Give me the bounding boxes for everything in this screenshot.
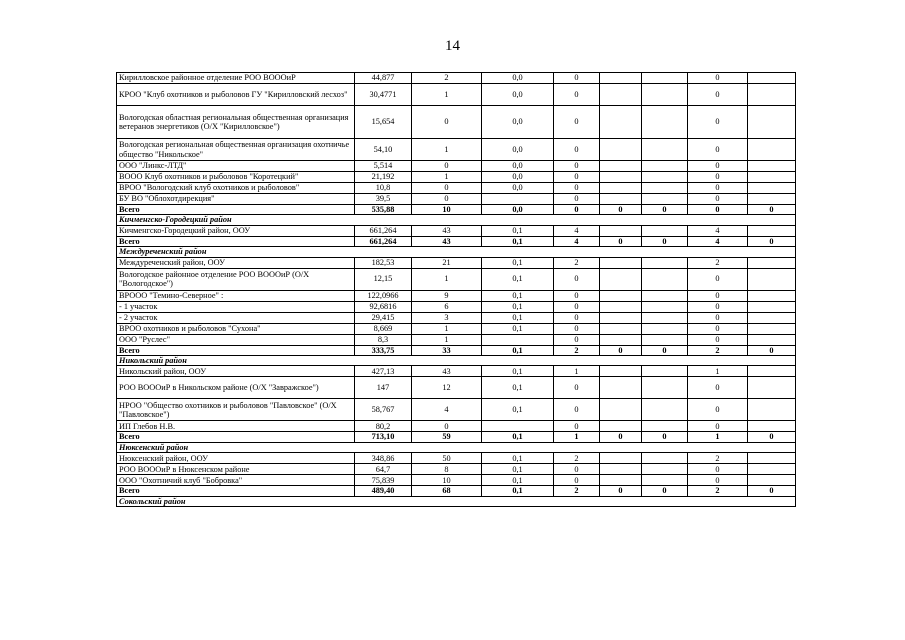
table-cell: 0 xyxy=(688,290,748,301)
table-cell: 0 xyxy=(412,161,482,172)
table-cell: 0 xyxy=(688,334,748,345)
table-cell xyxy=(600,268,642,290)
table-cell: 0 xyxy=(642,236,688,246)
table-cell xyxy=(642,84,688,106)
table-cell: 2 xyxy=(412,73,482,84)
table-cell: 50 xyxy=(412,453,482,464)
table-cell xyxy=(600,225,642,236)
table-cell xyxy=(642,139,688,161)
table-cell: 4 xyxy=(412,399,482,421)
table-cell: 1 xyxy=(688,432,748,442)
table-cell xyxy=(482,334,554,345)
table-cell: 0 xyxy=(554,106,600,139)
table-row xyxy=(117,399,796,421)
table-row xyxy=(117,464,796,475)
table-cell: 1 xyxy=(412,84,482,106)
table-cell xyxy=(642,366,688,377)
row-label: Кирилловское районное отделение РОО ВОООиР xyxy=(117,73,355,84)
table-cell: 0 xyxy=(554,84,600,106)
table-cell xyxy=(642,312,688,323)
table-cell: 5,514 xyxy=(355,161,412,172)
table-cell: 54,10 xyxy=(355,139,412,161)
row-label: ООО "Охотничий клуб "Бобровка" xyxy=(117,475,355,486)
table-cell xyxy=(748,172,796,183)
table-cell: 0 xyxy=(554,301,600,312)
table-cell xyxy=(748,475,796,486)
table-cell: 0,1 xyxy=(482,486,554,496)
table-cell: 0,0 xyxy=(482,139,554,161)
table-cell: 0 xyxy=(554,183,600,194)
table-cell: 0 xyxy=(688,268,748,290)
table-cell: 0 xyxy=(554,312,600,323)
table-cell xyxy=(642,334,688,345)
table-cell: 43 xyxy=(412,366,482,377)
table-cell xyxy=(748,139,796,161)
table-cell xyxy=(642,453,688,464)
table-cell: 0,1 xyxy=(482,301,554,312)
table-cell: 0,0 xyxy=(482,73,554,84)
table-cell: 0 xyxy=(688,205,748,215)
table-cell: 1 xyxy=(412,334,482,345)
table-cell: 4 xyxy=(688,225,748,236)
table-cell: 0 xyxy=(688,73,748,84)
table-cell xyxy=(600,475,642,486)
table-cell xyxy=(748,257,796,268)
table-cell: 122,0966 xyxy=(355,290,412,301)
section-title: Кичменгско-Городецкий район xyxy=(117,215,796,225)
table-cell: 0,0 xyxy=(482,172,554,183)
table-cell: 2 xyxy=(688,486,748,496)
table-cell xyxy=(600,453,642,464)
table-cell: 44,877 xyxy=(355,73,412,84)
table-cell xyxy=(600,139,642,161)
table-cell: 661,264 xyxy=(355,225,412,236)
table-cell xyxy=(600,172,642,183)
table-cell xyxy=(748,399,796,421)
table-cell: 0 xyxy=(554,172,600,183)
section-title: Никольский район xyxy=(117,356,796,366)
table-cell: 0 xyxy=(412,194,482,205)
table-cell: 8,669 xyxy=(355,323,412,334)
table-cell xyxy=(748,268,796,290)
table-cell: 0,1 xyxy=(482,475,554,486)
table-cell xyxy=(642,161,688,172)
row-label: ВООО Клуб охотников и рыболовов "Коротецкий" xyxy=(117,172,355,183)
data-table xyxy=(116,72,796,507)
table-cell xyxy=(748,464,796,475)
table-cell: 489,40 xyxy=(355,486,412,496)
table-cell: 0,1 xyxy=(482,323,554,334)
table-cell: 1 xyxy=(554,366,600,377)
table-cell: 0 xyxy=(748,236,796,246)
table-cell: 0 xyxy=(688,139,748,161)
table-cell: 10 xyxy=(412,205,482,215)
table-cell: 0 xyxy=(688,161,748,172)
table-cell xyxy=(642,106,688,139)
table-cell: 92,6816 xyxy=(355,301,412,312)
table-cell xyxy=(600,183,642,194)
table-row xyxy=(117,73,796,84)
row-label: РОО ВОООиР в Нюксенском районе xyxy=(117,464,355,475)
table-row xyxy=(117,366,796,377)
page-number: 14 xyxy=(445,38,460,54)
table-cell: 535,88 xyxy=(355,205,412,215)
table-cell: 0 xyxy=(600,432,642,442)
table-row xyxy=(117,377,796,399)
section-header-row xyxy=(117,496,796,506)
table-row xyxy=(117,84,796,106)
table-cell: 0 xyxy=(688,323,748,334)
table-cell: 0 xyxy=(600,486,642,496)
row-label: БУ ВО "Облохотдирекция" xyxy=(117,194,355,205)
table-cell xyxy=(748,106,796,139)
table-cell xyxy=(748,301,796,312)
table-cell: 6 xyxy=(412,301,482,312)
table-cell xyxy=(748,194,796,205)
table-cell: 0 xyxy=(688,377,748,399)
section-header-row xyxy=(117,356,796,366)
table-cell xyxy=(600,84,642,106)
table-cell: 68 xyxy=(412,486,482,496)
row-label: Нюксенский район, ООУ xyxy=(117,453,355,464)
row-label: Вологодская областная региональная общественная организация ветеранов энергетиков (О/Х "Кирилловское") xyxy=(117,106,355,139)
table-cell xyxy=(748,377,796,399)
table-cell: 0 xyxy=(554,421,600,432)
table-cell: 0 xyxy=(554,268,600,290)
table-row xyxy=(117,421,796,432)
row-label: Кичменгско-Городецкий район, ООУ xyxy=(117,225,355,236)
table-cell: 348,86 xyxy=(355,453,412,464)
table-cell: 0 xyxy=(688,301,748,312)
table-cell: 12 xyxy=(412,377,482,399)
table-cell xyxy=(482,421,554,432)
table-cell xyxy=(600,421,642,432)
table-cell xyxy=(748,183,796,194)
table-cell: 0 xyxy=(642,345,688,355)
table-cell xyxy=(748,421,796,432)
table-cell: 2 xyxy=(554,345,600,355)
table-cell xyxy=(642,268,688,290)
table-cell xyxy=(642,194,688,205)
table-cell: 15,654 xyxy=(355,106,412,139)
table-cell: 0,1 xyxy=(482,236,554,246)
table-cell: 0 xyxy=(412,183,482,194)
table-cell xyxy=(642,225,688,236)
section-title: Нюксенский район xyxy=(117,442,796,452)
table-cell xyxy=(600,194,642,205)
table-cell: 0 xyxy=(748,432,796,442)
table-cell: 64,7 xyxy=(355,464,412,475)
row-label: Всего xyxy=(117,345,355,355)
row-label: ООО "Линкс-ЛТД" xyxy=(117,161,355,172)
row-label: - 2 участок xyxy=(117,312,355,323)
table-cell: 0,1 xyxy=(482,345,554,355)
table-cell: 0 xyxy=(554,205,600,215)
table-cell xyxy=(600,312,642,323)
table-cell: 0,1 xyxy=(482,257,554,268)
table-cell: 0,0 xyxy=(482,106,554,139)
table-row xyxy=(117,301,796,312)
row-label: Всего xyxy=(117,205,355,215)
table-cell: 0,1 xyxy=(482,432,554,442)
table-cell: 0 xyxy=(642,486,688,496)
table-cell: 30,4771 xyxy=(355,84,412,106)
table-row xyxy=(117,475,796,486)
table-cell: 1 xyxy=(412,323,482,334)
table-cell: 12,15 xyxy=(355,268,412,290)
table-cell: 0,1 xyxy=(482,366,554,377)
table-cell xyxy=(748,323,796,334)
table-cell: 333,75 xyxy=(355,345,412,355)
table-cell xyxy=(748,312,796,323)
table-cell: 0 xyxy=(688,421,748,432)
table-cell xyxy=(748,366,796,377)
table-cell: 21,192 xyxy=(355,172,412,183)
table-cell xyxy=(600,290,642,301)
total-row xyxy=(117,432,796,442)
table-cell: 0,1 xyxy=(482,399,554,421)
table-cell: 1 xyxy=(554,432,600,442)
table-row xyxy=(117,225,796,236)
table-row xyxy=(117,161,796,172)
table-cell xyxy=(642,464,688,475)
table-cell xyxy=(600,257,642,268)
row-label: ИП Глебов Н.В. xyxy=(117,421,355,432)
table-cell: 2 xyxy=(688,345,748,355)
table-cell xyxy=(642,475,688,486)
table-cell xyxy=(642,172,688,183)
table-cell: 0 xyxy=(688,399,748,421)
table-cell: 0 xyxy=(554,464,600,475)
table-cell: 0,1 xyxy=(482,225,554,236)
section-title: Сокольский район xyxy=(117,496,796,506)
table-cell: 10,8 xyxy=(355,183,412,194)
table-cell: 80,2 xyxy=(355,421,412,432)
table-cell: 0 xyxy=(688,172,748,183)
table-cell xyxy=(642,183,688,194)
table-cell xyxy=(642,323,688,334)
table-cell: 0 xyxy=(642,205,688,215)
table-row xyxy=(117,194,796,205)
table-row xyxy=(117,312,796,323)
table-row xyxy=(117,139,796,161)
row-label: - 1 участок xyxy=(117,301,355,312)
table-cell: 0 xyxy=(412,421,482,432)
row-label: РОО ВОООиР в Никольском районе (О/Х "Завражское") xyxy=(117,377,355,399)
table-cell: 58,767 xyxy=(355,399,412,421)
table-row xyxy=(117,106,796,139)
table-cell xyxy=(600,366,642,377)
table-cell: 1 xyxy=(688,366,748,377)
total-row xyxy=(117,205,796,215)
table-cell: 0 xyxy=(748,345,796,355)
table-cell: 1 xyxy=(412,172,482,183)
table-cell: 0 xyxy=(688,312,748,323)
row-label: ВРОО охотников и рыболовов "Сухона" xyxy=(117,323,355,334)
table-cell: 0,1 xyxy=(482,453,554,464)
table-cell: 75,839 xyxy=(355,475,412,486)
row-label: ВРООО "Темино-Северное" : xyxy=(117,290,355,301)
table-cell: 8 xyxy=(412,464,482,475)
table-cell xyxy=(600,161,642,172)
table-cell: 0 xyxy=(600,236,642,246)
table-cell: 0 xyxy=(554,73,600,84)
table-cell xyxy=(642,73,688,84)
table-cell: 0,1 xyxy=(482,290,554,301)
table-cell xyxy=(748,225,796,236)
table-cell: 0 xyxy=(554,323,600,334)
table-cell: 0,0 xyxy=(482,84,554,106)
table-cell: 33 xyxy=(412,345,482,355)
table-cell: 43 xyxy=(412,225,482,236)
table-row xyxy=(117,334,796,345)
row-label: Вологодская региональная общественная организация охотничье общество "Никольское" xyxy=(117,139,355,161)
table-cell xyxy=(748,290,796,301)
table-cell: 0 xyxy=(642,432,688,442)
table-cell: 10 xyxy=(412,475,482,486)
section-header-row xyxy=(117,247,796,257)
section-header-row xyxy=(117,215,796,225)
table-cell: 2 xyxy=(554,486,600,496)
table-cell xyxy=(748,84,796,106)
table-cell: 427,13 xyxy=(355,366,412,377)
total-row xyxy=(117,486,796,496)
section-title: Междуреченский район xyxy=(117,247,796,257)
table-cell xyxy=(600,73,642,84)
table-cell xyxy=(642,421,688,432)
table-cell: 1 xyxy=(412,268,482,290)
row-label: Никольский район, ООУ xyxy=(117,366,355,377)
table-cell: 0 xyxy=(554,399,600,421)
table-cell: 2 xyxy=(688,453,748,464)
table-cell: 147 xyxy=(355,377,412,399)
table-row xyxy=(117,268,796,290)
row-label: НРОО "Общество охотников и рыболовов "Павловское" (О/Х "Павловское") xyxy=(117,399,355,421)
table-cell xyxy=(748,73,796,84)
table-cell: 0,1 xyxy=(482,464,554,475)
table-cell: 59 xyxy=(412,432,482,442)
table-cell: 0 xyxy=(748,205,796,215)
table-cell xyxy=(642,377,688,399)
table-cell: 0 xyxy=(600,345,642,355)
table-cell: 0 xyxy=(688,194,748,205)
table-cell: 3 xyxy=(412,312,482,323)
table-cell xyxy=(748,453,796,464)
table-cell: 1 xyxy=(412,139,482,161)
table-cell: 0 xyxy=(554,194,600,205)
table-cell: 182,53 xyxy=(355,257,412,268)
table-cell xyxy=(600,301,642,312)
table-cell: 0 xyxy=(688,475,748,486)
table-cell xyxy=(748,161,796,172)
table-cell: 4 xyxy=(554,225,600,236)
total-row xyxy=(117,345,796,355)
table-cell: 4 xyxy=(688,236,748,246)
table-cell: 0,0 xyxy=(482,183,554,194)
table-cell: 8,3 xyxy=(355,334,412,345)
table-cell: 43 xyxy=(412,236,482,246)
table-cell xyxy=(642,290,688,301)
table-row xyxy=(117,183,796,194)
table-cell: 0 xyxy=(600,205,642,215)
table-cell xyxy=(600,106,642,139)
row-label: КРОО "Клуб охотников и рыболовов ГУ "Кирилловский лесхоз" xyxy=(117,84,355,106)
table-cell xyxy=(642,399,688,421)
table-cell: 0 xyxy=(554,139,600,161)
row-label: Всего xyxy=(117,486,355,496)
table-row xyxy=(117,257,796,268)
section-header-row xyxy=(117,442,796,452)
table-cell xyxy=(600,323,642,334)
table-cell: 0 xyxy=(554,290,600,301)
table-cell: 0,1 xyxy=(482,268,554,290)
table-cell xyxy=(642,301,688,312)
table-cell: 0 xyxy=(688,84,748,106)
table-cell: 39,5 xyxy=(355,194,412,205)
table-cell: 713,10 xyxy=(355,432,412,442)
table-cell: 0 xyxy=(554,161,600,172)
table-cell: 2 xyxy=(554,257,600,268)
table-cell: 9 xyxy=(412,290,482,301)
table-cell: 0 xyxy=(748,486,796,496)
table-cell xyxy=(748,334,796,345)
table-cell: 0,1 xyxy=(482,312,554,323)
row-label: Всего xyxy=(117,236,355,246)
table-cell: 2 xyxy=(688,257,748,268)
table-cell xyxy=(600,334,642,345)
table-cell xyxy=(600,377,642,399)
table-row xyxy=(117,453,796,464)
table-cell: 661,264 xyxy=(355,236,412,246)
table-cell: 0 xyxy=(554,334,600,345)
row-label: Всего xyxy=(117,432,355,442)
table-row xyxy=(117,290,796,301)
table-cell xyxy=(600,399,642,421)
table-cell: 0,0 xyxy=(482,161,554,172)
table-cell: 29,415 xyxy=(355,312,412,323)
row-label: ВРОО "Вологодский клуб охотников и рыболовов" xyxy=(117,183,355,194)
table-cell: 21 xyxy=(412,257,482,268)
table-cell: 0 xyxy=(554,377,600,399)
table-cell: 0 xyxy=(554,475,600,486)
table-cell: 0 xyxy=(688,464,748,475)
row-label: Вологодское районное отделение РОО ВОООиР (О/Х "Вологодское") xyxy=(117,268,355,290)
table-cell: 0 xyxy=(688,106,748,139)
table-cell xyxy=(482,194,554,205)
table-cell: 0 xyxy=(688,183,748,194)
total-row xyxy=(117,236,796,246)
table-cell: 2 xyxy=(554,453,600,464)
table-row xyxy=(117,323,796,334)
table-cell: 0 xyxy=(412,106,482,139)
row-label: Междуреченский район, ООУ xyxy=(117,257,355,268)
table-cell xyxy=(642,257,688,268)
table-cell xyxy=(600,464,642,475)
table-cell: 0,0 xyxy=(482,205,554,215)
table-row xyxy=(117,172,796,183)
row-label: ООО "Руслес" xyxy=(117,334,355,345)
table-cell: 4 xyxy=(554,236,600,246)
table-cell: 0,1 xyxy=(482,377,554,399)
